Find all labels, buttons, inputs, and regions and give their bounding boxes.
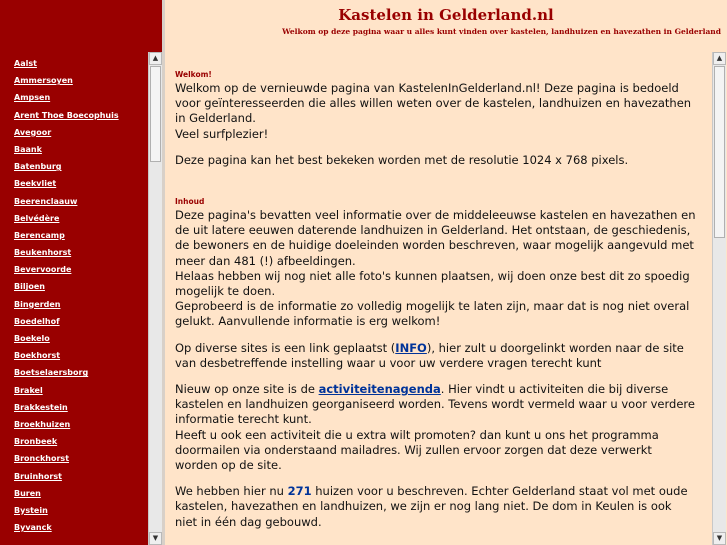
sidebar-item xyxy=(0,86,148,103)
sidebar-item xyxy=(0,207,148,224)
sidebar-item xyxy=(0,344,148,361)
castle-link[interactable]: Avegoor xyxy=(14,127,52,137)
agenda-paragraph: Nieuw op onze site is de activiteitenagenda. Hier vindt u activiteiten die bij diverse kastelen en landhuizen georganiseerd worden. Tevens wordt vermeld waar u voor verdere informatie terecht kunt. xyxy=(175,382,695,427)
castle-link[interactable]: Bronckhorst xyxy=(14,454,70,464)
sidebar-item xyxy=(0,516,148,533)
sidebar-item xyxy=(0,499,148,516)
castle-link[interactable]: Bruinhorst xyxy=(14,471,62,481)
sidebar-item xyxy=(0,413,148,430)
sidebar-item xyxy=(0,396,148,413)
sidebar-item xyxy=(0,275,148,292)
castle-link[interactable]: Boekelo xyxy=(14,334,50,343)
scroll-up-icon[interactable]: ▲ xyxy=(713,52,726,65)
house-count: 271 xyxy=(287,484,312,499)
castle-link[interactable]: Baank xyxy=(14,144,42,154)
castle-link[interactable]: Boekhorst xyxy=(14,351,61,361)
castle-link[interactable]: Broekhuizen xyxy=(14,419,71,429)
castle-link[interactable]: Aalst xyxy=(14,59,37,68)
sidebar-item xyxy=(0,465,148,482)
info-paragraph: Op diverse sites is een link geplaatst (INFO), hier zult u doorgelinkt worden naar de site van desbetreffende instelling waar u voor uw verdere vragen terecht kunt xyxy=(175,340,684,370)
sidebar-item xyxy=(0,482,148,499)
welkom-greeting: Veel surfplezier! xyxy=(175,126,269,141)
scroll-down-icon[interactable]: ▼ xyxy=(149,532,162,545)
sidebar-item xyxy=(0,241,148,258)
scroll-up-icon[interactable]: ▲ xyxy=(149,52,162,65)
castle-link[interactable]: Boetselaersborg xyxy=(14,368,89,378)
sidebar-item xyxy=(0,104,148,121)
left-scrollbar[interactable] xyxy=(148,52,162,545)
content-scrollbar[interactable] xyxy=(712,52,726,545)
sidebar-item xyxy=(0,379,148,396)
page-subtitle: Welkom op deze pagina waar u alles kunt vinden over kastelen, landhuizen en havezathen in Gelderland xyxy=(282,27,721,36)
inhoud-info-note: Geprobeerd is de informatie zo volledig mogelijk te laten zijn, maar dat is nog niet overal gelukt. Aanvullende informatie is erg welkom! xyxy=(175,299,690,329)
info-link[interactable]: INFO xyxy=(395,340,427,355)
inhoud-photos-note: Helaas hebben wij nog niet alle foto's kunnen plaatsen, wij doen onze best dit zo spoedig mogelijk te doen. xyxy=(175,268,690,299)
scroll-down-icon[interactable]: ▼ xyxy=(713,532,726,545)
sidebar-item xyxy=(0,327,148,344)
castle-link[interactable]: Bevervoorde xyxy=(14,265,72,275)
sidebar-item xyxy=(0,69,148,86)
castle-link[interactable]: Bystein xyxy=(14,505,48,515)
sidebar-item xyxy=(0,447,148,464)
sidebar-item xyxy=(0,190,148,207)
castle-link[interactable]: Berencamp xyxy=(14,230,65,240)
page-title: Kastelen in Gelderland.nl xyxy=(338,6,554,24)
castle-link[interactable]: Buren xyxy=(14,488,41,498)
sidebar-item xyxy=(0,430,148,447)
sidebar-item xyxy=(0,361,148,378)
activiteitenagenda-link[interactable]: activiteitenagenda xyxy=(318,382,441,397)
agenda-promo-text: Heeft u ook een activiteit die u extra wilt promoten? dan kunt u ons het programma doormailen via onderstaand mailadres. Wij zullen ervoor zorgen dat deze verwerkt worden op de site. xyxy=(175,427,659,473)
left-frame xyxy=(0,0,162,545)
left-scroll-thumb[interactable] xyxy=(150,66,161,162)
sidebar-item xyxy=(0,172,148,189)
castle-link[interactable]: Ammersoyen xyxy=(14,76,73,86)
sidebar-item xyxy=(0,155,148,172)
castle-link[interactable]: Boedelhof xyxy=(14,316,60,326)
castle-link[interactable]: Bronbeek xyxy=(14,437,58,447)
resolution-note: Deze pagina kan het best bekeken worden met de resolutie 1024 x 768 pixels. xyxy=(175,152,629,167)
content-frame xyxy=(165,52,712,545)
content-scroll-thumb[interactable] xyxy=(714,66,725,238)
castle-link[interactable]: Arent Thoe Boecophuis xyxy=(14,110,119,120)
castle-link[interactable]: Batenburg xyxy=(14,162,62,172)
sidebar-item xyxy=(0,258,148,275)
castle-nav-list xyxy=(0,52,148,545)
castle-link[interactable]: Biljoen xyxy=(14,282,45,292)
castle-link[interactable]: Beukenhorst xyxy=(14,248,72,258)
count-paragraph: We hebben hier nu 271 huizen voor u beschreven. Echter Gelderland staat vol met oude kastelen, havezathen en landhuizen, we zijn er nog lang niet. De dom in Keulen is ook niet in één dag gebouwd. xyxy=(175,484,688,529)
header-frame xyxy=(165,0,727,50)
welkom-text: Welkom op de vernieuwde pagina van KastelenInGelderland.nl! Deze pagina is bedoeld voor geïnteresseerden die alles willen weten over de kastelen, landhuizen en havezathen in Gelderland. xyxy=(175,81,692,126)
sidebar-item xyxy=(0,52,148,69)
welkom-heading: Welkom! xyxy=(175,70,212,79)
castle-link[interactable]: Bingerden xyxy=(14,299,61,309)
castle-link[interactable]: Byvanck xyxy=(14,523,52,533)
sidebar-item xyxy=(0,310,148,327)
castle-link[interactable]: Ampsen xyxy=(14,93,51,103)
castle-link[interactable]: Belvédère xyxy=(14,213,60,223)
castle-link[interactable]: Brakel xyxy=(14,385,43,395)
sidebar-item xyxy=(0,293,148,310)
inhoud-heading: Inhoud xyxy=(175,197,205,207)
sidebar-item xyxy=(0,121,148,138)
sidebar-item xyxy=(0,224,148,241)
sidebar-item xyxy=(0,138,148,155)
castle-link[interactable]: Beerenclaauw xyxy=(14,196,78,206)
castle-link[interactable]: Beekvliet xyxy=(14,179,57,189)
castle-link[interactable]: Brakkestein xyxy=(14,402,68,412)
inhoud-text: Deze pagina's bevatten veel informatie over de middeleeuwse kastelen en havezathen en de uit latere eeuwen daterende landhuizen in Gelderland. Het ontstaan, de geschiedenis, de bewoners en de huidige doeleinden worden beschreven, waar mogelijk aangevuld met meer dan 481 (!) afbeeldingen. xyxy=(175,208,696,268)
